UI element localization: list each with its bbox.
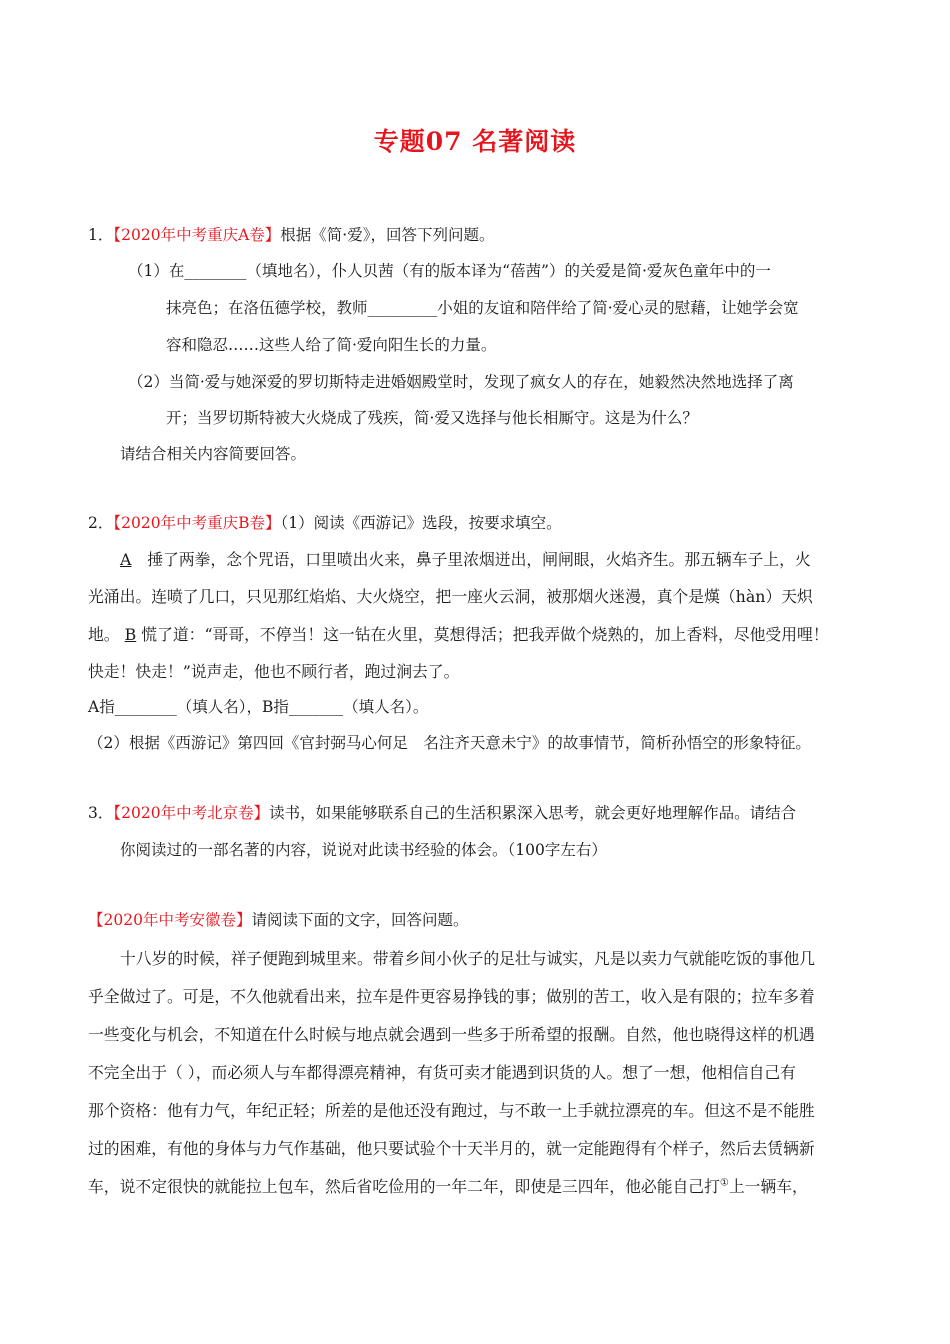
q2-passage-text: 捶了两拳，念个咒语，口里喷出火来，鼻子里浓烟迸出，闸闸眼，火焰齐生。那五辆车子上，火 xyxy=(147,550,811,569)
q1-header xyxy=(88,223,494,245)
q1-sub1-line3: 容和隐忍……这些人给了简·爱向阳生长的力量。 xyxy=(166,336,497,354)
q2-blank-a: A xyxy=(120,550,132,569)
q1-number: 1． xyxy=(88,226,114,244)
q4-passage-line2: 乎全做过了。可是，不久他就看出来，拉车是件更容易挣钱的事；做别的苦工，收入是有限的；拉车多着 xyxy=(88,987,815,1006)
q1-sub1-line1: （1）在________（填地名），仆人贝茜（有的版本译为“蓓茜”）的关爱是简·爱灰色童年中的一 xyxy=(128,262,771,280)
q2-passage-text: 地。 xyxy=(88,625,120,644)
q4-passage-line5: 那个资格：他有力气，年纪正轻；所差的是他还没有跑过，与不敢一上手就拉漂亮的车。但这不是不能胜 xyxy=(88,1101,815,1120)
q2-sub2: （2）根据《西游记》第四回《官封弼马心何足 名注齐天意未宁》的故事情节，简析孙悟空的形象特征。 xyxy=(88,734,811,752)
q4-passage-line6: 过的困难，有他的身体与力气作基础，他只要试验个十天半月的，就一定能跑得有个样子，然后去赁辆新 xyxy=(88,1139,815,1158)
page-title: 专题07 名著阅读 xyxy=(373,127,577,156)
q4-passage-text: 车，说不定很快的就能拉上包车，然后省吃俭用的一年二年，即使是三四年，他必能自己打 xyxy=(88,1177,720,1196)
q2-header xyxy=(88,511,562,533)
q2-number: 2． xyxy=(88,514,114,532)
q1-sub2-line2: 开；当罗切斯特被大火烧成了残疾，简·爱又选择与他长相厮守。这是为什么？ xyxy=(166,409,698,427)
q3-header xyxy=(88,801,796,823)
q4-passage-line1: 十八岁的时候，祥子便跑到城里来。带着乡间小伙子的足壮与诚实，凡是以卖力气就能吃饭的事他几 xyxy=(120,949,816,968)
q2-blank-b: B xyxy=(124,625,137,644)
q2-passage-line3 xyxy=(88,622,829,645)
q4-lead: 请阅读下面的文字，回答问题。 xyxy=(251,911,469,929)
q4-header xyxy=(88,908,468,930)
q4-passage-line4: 不完全出于（ ），而必须人与车都得漂亮精神，有货可卖才能遇到识货的人。想了一想，他相信自己有 xyxy=(88,1063,796,1082)
q2-passage-line4: 快走！快走！”说声走，他也不顾行者，跑过涧去了。 xyxy=(88,662,460,681)
q2-passage-text: 慌了道：“哥哥，不停当！这一钻在火里，莫想得活；把我弄做个烧熟的，加上香料，尽他受用哩！ xyxy=(141,625,829,644)
q4-passage-line3: 一些变化与机会，不知道在什么时候与地点就会遇到一些多于所希望的报酬。自然，他也晓得这样的机遇 xyxy=(88,1025,815,1044)
q3-text-line2: 你阅读过的一部名著的内容，说说对此读书经验的体会。（100字左右） xyxy=(120,841,607,859)
q4-source-tag: 【2020年中考安徽卷】 xyxy=(88,911,252,929)
q4-passage-line7 xyxy=(88,1174,808,1197)
q1-sub2-line3: 请结合相关内容简要回答。 xyxy=(120,445,307,463)
q2-source-tag: 【2020年中考重庆B卷】 xyxy=(113,514,281,532)
q1-sub2-line1: （2）当简·爱与她深爱的罗切斯特走进婚姻殿堂时，发现了疯女人的存在，她毅然决然地选择了离 xyxy=(128,373,794,391)
q2-passage-line1 xyxy=(120,547,811,570)
q2-lead: （1）阅读《西游记》选段，按要求填空。 xyxy=(280,514,562,532)
footnote-marker: ① xyxy=(719,1177,729,1189)
q1-lead: 根据《简·爱》，回答下列问题。 xyxy=(280,226,495,244)
q4-passage-text: 上一辆车， xyxy=(728,1177,808,1196)
q1-source-tag: 【2020年中考重庆A卷】 xyxy=(113,226,281,244)
q3-source-tag: 【2020年中考北京卷】 xyxy=(113,804,270,822)
q3-text-line1: 读书，如果能够联系自己的生活积累深入思考，就会更好地理解作品。请结合 xyxy=(269,804,797,822)
q3-number: 3． xyxy=(88,804,114,822)
q1-sub1-line2: 抹亮色；在洛伍德学校，教师_________小姐的友谊和陪伴给了简·爱心灵的慰藉，让她学会宽 xyxy=(166,299,799,317)
q2-fill-blanks: A指________（填人名），B指_______（填人名）。 xyxy=(88,698,429,716)
q2-passage-line2: 光涌出。连喷了几口，只见那红焰焰、大火烧空，把一座火云洞，被那烟火迷漫，真个是熯（hàn）天炽 xyxy=(88,587,813,606)
